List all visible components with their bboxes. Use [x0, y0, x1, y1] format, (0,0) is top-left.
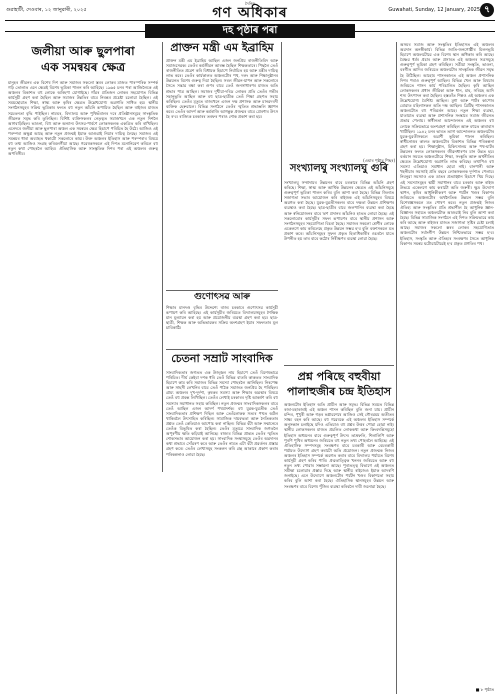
section-banner: দহ পৃষ্ঠাৰ পৰা	[145, 24, 355, 38]
banner-rule-left	[5, 31, 145, 32]
article-5-body: সংখ্যালঘু সম্প্ৰদায়ৰ উন্নয়নৰ বাবে চৰকাৰে বিভিন্ন আঁচনি গ্ৰহণ কৰিছে। শিক্ষা, স্বাস্থ্য আৰু আৰ্থিক উন্নয়নৰ ক্ষেত্ৰত এই আঁচনিসমূহে গুৰুত্বপূৰ্ণ ভূমিকা পালন কৰিব বুলি আশা কৰা হৈছে। বিভিন্ন জিলাত সজাগতা সভাৰ আয়োজন কৰি ৰাইজক এই আঁচনিসমূহৰ বিষয়ে অৱগত কৰা হৈছে। যুৱক-যুৱতীসকলৰ বাবে দক্ষতা উন্নয়ন প্ৰশিক্ষণৰ ব্যৱস্থাও কৰা হৈছে। ছাত্ৰ-ছাত্ৰীৰ বাবে জলপানিৰ ব্যৱস্থা কৰা হৈছে আৰু স্বনিয়োজনৰ বাবে ঋণ প্ৰদানৰ আঁচনিও হাতত লোৱা হৈছে। এই সকলোবোৰ কাৰ্যসূচীৰ সফল ৰূপায়ণৰ বাবে স্থানীয় প্ৰশাসন আৰু সংগঠনসমূহৰ সহযোগিতা বিচৰা হৈছে। সমাজৰ সকলো শ্ৰেণীৰ লোকে একেলগে কাম কৰিলেহে প্ৰকৃত উন্নয়ন সম্ভৱ হ'ব বুলি বক্তাসকলে মত প্ৰকাশ কৰে। আঁচনিসমূহৰ সুফল প্ৰকৃত হিতাধিকাৰীৰ ওচৰলৈ যাতে উপনীত হয় তাৰ বাবে কঠোৰ নিৰীক্ষণৰ ব্যৱস্থা লোৱা হৈছে।	[284, 180, 394, 242]
article-3-headline: গুণোৎসৱ আৰু	[193, 292, 251, 302]
article-5-byline: (এঘাৰ পৃষ্ঠাৰ পিছৰ)	[363, 158, 395, 163]
banner-rule-right	[355, 31, 495, 32]
header-divider	[5, 20, 495, 21]
header-date-left: গুৱাহাটী, দেওবাৰ, ১২ জানুৱাৰী, ২০২৫	[6, 7, 87, 13]
article-4-headline: চেতনা সম্ৰাট সাংবাদিক	[171, 352, 273, 365]
article-6-headline-line2: পালাহুজীৰ চন্দ্ৰ ইতিহাস	[286, 385, 392, 398]
article-3-body: শিক্ষাৰ মানদণ্ড বৃদ্ধিৰ উদ্দেশ্যে ৰাজ্য চৰকাৰে গুণোৎসৱ কাৰ্যসূচী ৰূপায়ণ কৰি আহিছে। এই কাৰ্যসূচীৰ জৰিয়তে বিদ্যালয়সমূহৰ শৈক্ষিক মান মূল্যায়ন কৰা হয় আৰু প্ৰয়োজনীয় ব্যৱস্থা গ্ৰহণ কৰা হয়। ছাত্ৰ-ছাত্ৰী, শিক্ষক আৰু অভিভাৱকৰ সক্ৰিয় অংশগ্ৰহণ ইয়াৰ সফলতাৰ মূল চাবিকাঠি।	[166, 305, 278, 331]
article-6-headline-line1: প্ৰশ্ন পৰিছে বহুবীয়া	[297, 370, 381, 383]
article-4-body: সাংবাদিকতাৰ জগতত এক উজ্জ্বল নাম হিচাপে তেওঁ বিশেষভাৱে পৰিচিত। দীৰ্ঘ কেইবা দশক ধৰি তেওঁ বিভিন্ন বাতৰি কাকতত সাংবাদিক হিচাপে কাম কৰি সমাজৰ বিভিন্ন সমস্যা পোহৰলৈ আনিছিল। নিৰপেক্ষ আৰু সাহসী লেখনিৰ বাবে তেওঁ পাঠক সমাজত জনপ্ৰিয় হৈ পৰিছিল। গ্ৰাম্য অঞ্চলৰ দুখ-দুৰ্দশা, কৃষকৰ সমস্যা আৰু শিক্ষাৰ অৱস্থাৰ বিষয়ে তেওঁ বহু প্ৰবন্ধ লিখিছিল। তেওঁৰ লেখাই চৰকাৰৰ দৃষ্টি আকৰ্ষণ কৰি বহু সমস্যাৰ সমাধানত সহায় কৰিছিল। নতুন প্ৰজন্মৰ সাংবাদিকসকলৰ বাবে তেওঁ আছিল এজন আদৰ্শ পথপ্ৰদৰ্শক। বহু যুৱক-যুৱতীক তেওঁ সাংবাদিকতাৰ প্ৰশিক্ষণ দিছিল আৰু তেওঁলোকক সত্যৰ পথত অটল থাকিবলৈ উৎসাহিত কৰিছিল। সামাজিক দায়বদ্ধতা আৰু নৈতিকতাৰ প্ৰশ্নত তেওঁ কেতিয়াও আপোচ কৰা নাছিল। বিভিন্ন বঁটা আৰু সন্মানেৰে তেওঁক বিভূষিত কৰা হৈছিল। তেওঁৰ মৃত্যুৱে সাংবাদিক জগতলৈ অপূৰণীয় ক্ষতি কঢ়িয়াই আনিছে। ৰাজ্যৰ বিভিন্ন প্ৰান্তত তেওঁৰ স্মৃতিত শোকসভাৰ আয়োজন কৰা হয়। সাংবাদিক সংস্থাসমূহে তেওঁৰ অৱদানৰ কথা শ্ৰদ্ধাৰে সোঁৱৰণ কৰে আৰু তেওঁৰ নামত এটা বঁটা প্ৰৱৰ্তনৰ প্ৰস্তাৱ গ্ৰহণ কৰে। তেওঁৰ লেখাসমূহ সংকলন কৰি গ্ৰন্থ আকাৰে প্ৰকাশ কৰাৰ পৰিকল্পনাও লোৱা হৈছে।	[166, 370, 278, 457]
article-2-headline: প্ৰাক্তন মন্ত্ৰী এম ইব্ৰাহিম	[170, 41, 274, 54]
column-divider	[162, 42, 163, 472]
section-divider	[166, 349, 278, 350]
article-5-headline: সংখ্যালঘু সংখ্যালঘু গুৰি	[289, 163, 389, 174]
article-1-headline-line1: জলীয়া আৰু ছুলপাৰা	[31, 44, 135, 58]
section-divider	[166, 290, 278, 291]
article-2-body: প্ৰাক্তন মন্ত্ৰী এম ইব্ৰাহিম আছিল এজন জনপ্ৰিয় ৰাজনীতিবিদ আৰু সমাজসেৱক। তেওঁৰ কৰ্মজীৱন আৰম্ভ হৈছিল শিক্ষকতাৰে। পিছলৈ তেওঁ ৰাজনীতিত প্ৰৱেশ কৰি বিধায়ক হিচাপে নিৰ্বাচিত হয় আৰু মন্ত্ৰীৰ দায়িত্ব লাভ কৰে। তেওঁৰ কাৰ্যকালত অঞ্চলটোৰ পথ, দলং আৰু শিক্ষানুষ্ঠানৰ উন্নয়নত বিশেষ গুৰুত্ব দিয়া হৈছিল। সৰল জীৱন-যাপন আৰু সকলোৰে সৈতে সদ্ভাৱ ৰক্ষা কৰা গুণৰ বাবে তেওঁ জনসাধাৰণৰ মাজত অতি শ্ৰদ্ধাৰ পাত্ৰ আছিল। সমাজৰ দুখীয়া-দৰিদ্ৰ লোকৰ প্ৰতি তেওঁৰ গভীৰ সহানুভূতি আছিল আৰু বহু ছাত্ৰ-ছাত্ৰীক তেওঁ শিক্ষা গ্ৰহণত সহায় কৰিছিল। তেওঁৰ মৃত্যুত ৰাজ্যখনে এজন দক্ষ প্ৰশাসক আৰু মানৱদৰদী ব্যক্তিক হেৰুৱালে। বিভিন্ন সংগঠনে তেওঁৰ স্মৃতিত শ্ৰদ্ধাঞ্জলি জ্ঞাপন কৰে। তেওঁৰ আদৰ্শ আৰু কৰ্মৰাজি আগন্তুক প্ৰজন্মৰ বাবে প্ৰেৰণাৰ উৎস হৈ ৰ'ব। ৰাজ্যিক চৰকাৰৰ তৰফৰ পৰাও শোক প্ৰকাশ কৰা হয়।	[166, 58, 278, 120]
article-6-body: অঞ্চলটোৰ ইতিহাস অতি প্ৰাচীন আৰু সমৃদ্ধ। বিভিন্ন সময়ত বিভিন্ন ৰজা-মহাৰজাই এই অঞ্চল শাসন কৰিছিল বুলি জনা যায়। প্ৰাচীন মন্দিৰ, পুখুৰী আৰু গড়ৰ ভগ্নাৱশেষে আজিও সেই গৌৰৱময় অতীতৰ সাক্ষ্য বহন কৰি আছে। বহু গৱেষকে এই অঞ্চলৰ ইতিহাস সম্পৰ্কে অনুসন্ধান চলাইছে যদিও এতিয়াও বহু প্ৰশ্নৰ উত্তৰ পোৱা হোৱা নাই। স্থানীয় লোকসকলৰ মাজত প্ৰচলিত লোককথা আৰু কিংবদন্তিসমূহো ইতিহাস অধ্যয়নৰ বাবে গুৰুত্বপূৰ্ণ উৎস। তাম্ৰফলি, শিলালিপি আৰু পুৰণি পুথিৰ অধ্যয়নৰ জৰিয়তে বহু নতুন তথ্য পোহৰলৈ আহিছে। এই ঐতিহাসিক সম্পদসমূহ সংৰক্ষণৰ বাবে চৰকাৰী আৰু বেচৰকাৰী পৰ্যায়ত উদ্যোগ গ্ৰহণ কৰাটো অতি প্ৰয়োজন। নতুন প্ৰজন্মক নিজৰ অঞ্চলৰ ইতিহাস সম্পৰ্কে অৱগত কৰাৰ বাবে বিদ্যালয় পৰ্যায়ত বিশেষ কাৰ্যসূচী গ্ৰহণ কৰিব পাৰি। প্ৰত্নতাত্ত্বিক খননৰ জৰিয়তে আৰু বহু নতুন তথ্য পোৱাৰ সম্ভাৱনা আছে। পুৰাতত্ত্ব বিভাগে এই অঞ্চলত সমীক্ষা চলোৱাৰ প্ৰস্তাৱ দিছে আৰু স্থানীয় ৰাইজেও ইয়াক আদৰণি জনাইছে। এনে উদ্যোগে অঞ্চলটোৰ পৰ্যটন খণ্ডৰ বিকাশতো সহায় কৰিব বুলি আশা কৰা হৈছে। ঐতিহাসিক স্থানসমূহৰ উন্নয়ন আৰু সংৰক্ষণৰ বাবে বিশেষ পুঁজিৰ ব্যৱস্থা কৰিবলৈ দাবী জনোৱা হৈছে।	[284, 402, 394, 489]
page-number: ৭	[480, 3, 494, 17]
continued-marker: ■ ৮ পৃষ্ঠাত	[475, 687, 494, 692]
section-divider	[284, 365, 394, 366]
masthead-title: গণ অধিকাৰ	[212, 5, 288, 21]
masthead-subtitle: দৈনিক	[244, 1, 256, 6]
article-1-headline-line2: এক সমন্বয়ৰ ক্ষেত্ৰ	[40, 60, 126, 74]
header-date-right: Guwahati, Sunday, 12 January, 2025	[388, 7, 480, 13]
column-divider	[281, 42, 282, 202]
article-1-body: মানুহৰ জীৱনৰ এক বিশেষ দিশ আৰু সমাজৰ সকলো স্তৰৰ লোকৰ মাজত পাৰস্পৰিক সম্পৰ্ক গঢ়ি তোলাত এনে ক্ষেত্ৰই বিশেষ ভূমিকা পালন কৰি আহিছে। ১৯৬৫ চনৰ পৰা আজিলৈকে এই অঞ্চলৰ বিকাশত বহু লোকে অৰিহণা যোগাইছে। গাঁৱৰ প্ৰতিজন লোকৰ সহযোগত বিভিন্ন কাৰ্যসূচী গ্ৰহণ কৰা হৈছিল আৰু সমাজৰ উন্নতিৰ বাবে নিৰন্তৰ প্ৰচেষ্টা চলোৱা হৈছিল। এই সময়ছোৱাত শিক্ষা, স্বাস্থ্য আৰু কৃষিৰ ক্ষেত্ৰত উল্লেখযোগ্য অগ্ৰগতি সাধিত হয়। স্থানীয় সংগঠনসমূহৰ সক্ৰিয় ভূমিকাৰ ফলত বহু নতুন আঁচনি ৰূপায়িত হৈছিল আৰু ৰাইজৰ মাজত সচেতনতা বৃদ্ধি পাইছিল। নামঘৰ, বিদ্যালয় আৰু পুথিভঁৰালৰ দৰে প্ৰতিষ্ঠানসমূহে সাংস্কৃতিক জীৱনক সমৃদ্ধ কৰি তুলিছিল। বিশিষ্ট ব্যক্তিসকলৰ নেতৃত্বত সমাজখনে এক নতুন দিশলৈ আগবাঢ়িছিল। ভাওনা, বিহু আৰু অন্যান্য উৎসৱ-পাৰ্বণে লোকসকলক একত্ৰিত কৰি ৰাখিছিল। এনেদৰে জলীয়া আৰু ছুলপাৰা অঞ্চল এক সমন্বয়ৰ ক্ষেত্ৰ হিচাপে পৰিচিত হৈ উঠে। আজিও এই পৰম্পৰা অক্ষুণ্ণ আছে আৰু নতুন প্ৰজন্মই ইয়াক আগুৱাই নিয়াৰ দায়িত্ব লৈছে। সমাজৰ এই সমন্বয়ৰ ধাৰা অব্যাহত থকাটো সকলোৰে কাম্য। উক্ত অঞ্চলৰ ইতিহাস আৰু পৰম্পৰাৰ বিষয়ে বহু তথ্য আজিও সংগ্ৰহ কৰিবলগীয়া আছে। গৱেষকসকলে এই দিশত মনোনিৱেশ কৰিলে বহু নতুন কথা পোহৰলৈ আহিব। ঐতিহাসিক আৰু সাংস্কৃতিক দিশৰ পৰা এই অঞ্চলৰ গুৰুত্ব অপৰিসীম।	[8, 80, 158, 157]
article-7-body: অসমৰ সমাজ আৰু সংস্কৃতিৰ ইতিহাসত এই অঞ্চলৰ অৱদান অনস্বীকাৰ্য। বিভিন্ন জাতি-জনগোষ্ঠীৰ মিলনভূমি হিচাপে অঞ্চলটোৱে এক বিশেষ স্থান অধিকাৰ কৰি আছে। বৈষ্ণৱ ধৰ্মৰ প্ৰচাৰ আৰু প্ৰসাৰত এই অঞ্চলৰ সত্ৰসমূহে গুৰুত্বপূৰ্ণ ভূমিকা গ্ৰহণ কৰিছিল। সত্ৰীয়া সংস্কৃতি, ভাওনা, বৰগীত আদিৰ জৰিয়তে অঞ্চলটোৰ সাংস্কৃতিক জীৱন সমৃদ্ধ হৈ উঠিছিল। আহোম শাসনকালত এই অঞ্চল প্ৰশাসনিক দিশৰ পৰাও গুৰুত্বপূৰ্ণ আছিল। বিভিন্ন খেল আৰু বিষয়াৰ জৰিয়তে শাসন কাৰ্য পৰিচালিত হৈছিল। কৃষি আছিল লোকসকলৰ প্ৰধান জীৱিকা আৰু ধান, মাহ, সৰিয়হ আদি শস্য উৎপাদন কৰা হৈছিল। হস্ততাঁত শিল্পও এই অঞ্চলৰ এক উল্লেখযোগ্য বৈশিষ্ট্য আছিল। মুগা আৰু পাটৰ কাপোৰ বোৱাত মহিলাসকল অতি দক্ষ আছিল। ব্ৰিটিছ শাসনকালত অঞ্চলটোত বহু পৰিৱৰ্তন আহে। নতুন শিক্ষা ব্যৱস্থা, যাতায়াত ব্যৱস্থা আৰু প্ৰশাসনিক সংস্কাৰে সমাজ জীৱনত প্ৰভাৱ পেলায়। স্বাধীনতা আন্দোলনত এই অঞ্চলৰ বহু লোকে সক্ৰিয়ভাৱে অংশগ্ৰহণ কৰিছিল আৰু বহুতে কাৰাবাস খাটিছিল। ১৯৪২ চনৰ ভাৰত ত্যাগ আন্দোলনত অঞ্চলটোৰ যুৱক-যুৱতীসকলে অগ্ৰণী ভূমিকা পালন কৰিছিল। স্বাধীনোত্তৰ কালত অঞ্চলটোৰ বিকাশত বিভিন্ন পৰিকল্পনা গ্ৰহণ কৰা হয়। শিক্ষানুষ্ঠান, চিকিৎসালয় আৰু পথ-ঘাটৰ উন্নয়নৰ ফলত লোকসকলৰ জীৱনধাৰণৰ মান উন্নত হয়। বৰ্তমান সময়ত অঞ্চলটোৱে শিক্ষা, সংস্কৃতি আৰু অৰ্থনীতিৰ ক্ষেত্ৰত উল্লেখযোগ্য অগ্ৰগতি লাভ কৰিছে। তথাপিও বহু সমস্যা এতিয়াও সমাধান হোৱা নাই। বানপানী আৰু খহনীয়াৰ সমস্যাই প্ৰতি বছৰে লোকসকলক দুৰ্দশাত পেলায়। নিবনুৱা সমস্যাও এক ডাঙৰ প্ৰত্যাহ্বান হিচাপে থিয় দিছে। এই সমস্যাসমূহৰ স্থায়ী সমাধানৰ বাবে চৰকাৰ আৰু ৰাইজ উভয়ে একেলগে কাম কৰাটো অতি জৰুৰী। ক্ষুদ্ৰ উদ্যোগ স্থাপন, কৃষিৰ আধুনিকীকৰণ আৰু পৰ্যটন খণ্ডৰ বিকাশৰ জৰিয়তে অঞ্চলটোৰ অৰ্থনৈতিক উন্নয়ন সম্ভৱ বুলি বিশেষজ্ঞসকলে মত পোষণ কৰে। নতুন প্ৰজন্মই নিজৰ ঐতিহ্য আৰু সংস্কৃতিৰ প্ৰতি শ্ৰদ্ধাশীল হৈ আধুনিক জ্ঞান-বিজ্ঞানৰ সহায়ত অঞ্চলটোক আগুৱাই নিব বুলি আশা কৰা হৈছে। বিভিন্ন সামাজিক সংগঠনে এই দিশত সক্ৰিয়ভাৱে কাম কৰি আছে আৰু ৰাইজৰ মাজত সজাগতা সৃষ্টিৰ চেষ্টা চলাই আছে। সমাজৰ সকলো স্তৰৰ লোকৰ সহযোগিতাত অঞ্চলটোৰ সৰ্বাংগীণ উন্নয়ন নিশ্চিতভাৱে সম্ভৱ হ'ব। ইতিহাস, সংস্কৃতি আৰু ঐতিহ্যৰ সংৰক্ষণৰ সৈতে আধুনিক বিকাশৰ সমন্বয় ঘটোৱাটোৱেই হ'ব প্ৰকৃত প্ৰগতিৰ পথ।	[400, 42, 494, 246]
column-divider	[396, 42, 397, 694]
